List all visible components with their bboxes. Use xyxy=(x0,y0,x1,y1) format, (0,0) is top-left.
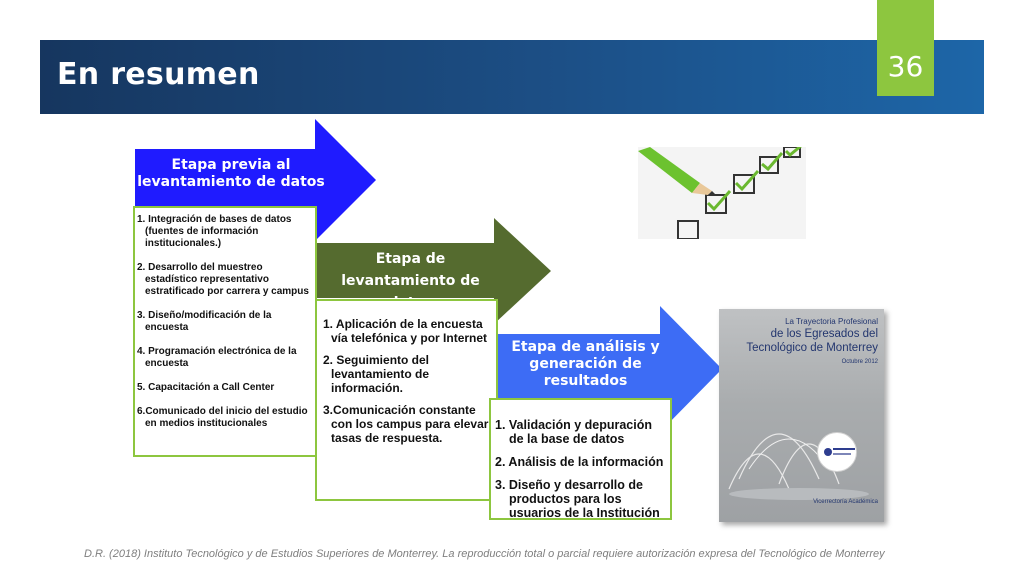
slide-title: En resumen xyxy=(57,57,260,92)
logo-mark-icon xyxy=(824,448,832,456)
stage1-step: 3. Diseño/modificación de la encuesta xyxy=(137,310,272,333)
stage1-step: 4. Programación electrónica de la encuesta xyxy=(137,346,297,369)
cover-title-line2: de los Egresados del xyxy=(770,328,878,340)
slide-number: 36 xyxy=(887,50,924,83)
stage3-steps-box xyxy=(489,398,672,520)
logo-line xyxy=(833,453,851,455)
logo-line xyxy=(833,448,855,450)
stage3-step: 2. Análisis de la información xyxy=(495,455,664,469)
stage3-step: 3. Diseño y desarrollo de productos para los usuarios de la Institución xyxy=(495,478,660,520)
cover-date: Octubre 2012 xyxy=(841,359,878,365)
stage3-title: Etapa de análisis y generación de resultados xyxy=(511,339,660,389)
stage2-step: 3.Comunicación constante con los campus para elevar tasas de respuesta. xyxy=(323,403,489,445)
checklist-image xyxy=(638,147,806,239)
stage1-step: 2. Desarrollo del muestreo estadístico representativo estratificado por carrera y campus xyxy=(137,262,309,297)
stage3-step: 1. Validación y depuración de la base de datos xyxy=(495,418,652,446)
stage1-title: Etapa previa al levantamiento de datos xyxy=(137,157,325,190)
stage2-step: 1. Aplicación de la encuesta vía telefónica y por Internet xyxy=(323,317,488,345)
stage2-title: Etapa de levantamiento de xyxy=(341,251,480,289)
stage1-step: 5. Capacitación a Call Center xyxy=(137,382,275,393)
stage1-steps-box xyxy=(133,206,317,457)
stage2-step: 2. Seguimiento del levantamiento de información. xyxy=(323,353,430,395)
stage2-steps-box xyxy=(315,299,498,501)
stage1-step: 6.Comunicado del inicio del estudio en medios institucionales xyxy=(137,406,308,429)
checklist-icon xyxy=(638,147,806,239)
report-cover-image xyxy=(719,309,884,522)
cover-title-line1: La Trayectoria Profesional xyxy=(785,317,878,326)
copyright-footer: D.R. (2018) Instituto Tecnológico y de Estudios Superiores de Monterrey. La reproducción total o parcial requiere autorización expresa del Tecnológico de Monterrey xyxy=(84,548,885,560)
cover-title-line3: Tecnológico de Monterrey xyxy=(746,342,878,354)
cover-footer: Vicerrectoría Académica xyxy=(813,499,878,505)
institution-logo xyxy=(817,432,857,472)
stage1-step: 1. Integración de bases de datos (fuentes de información institucionales.) xyxy=(137,214,292,249)
